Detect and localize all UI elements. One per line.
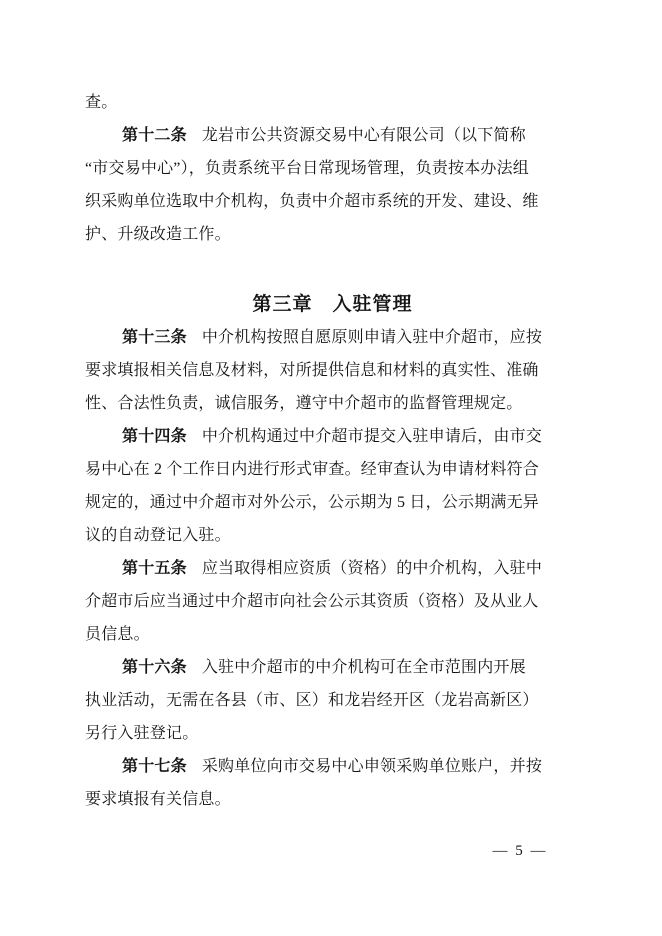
body-line [85,86,540,119]
body-line [85,486,540,519]
body-line [85,750,543,783]
body-line [85,585,540,618]
line-text: 龙岩市公共资源交易中心有限公司（以下简称 [201,127,526,144]
line-text: 性、合法性负责，诚信服务，遵守中介超市的监督管理规定。 [85,395,523,412]
body-line [85,453,540,486]
article-number: 第十二条 [122,127,187,144]
line-text: 查。 [85,94,118,111]
line-text: 入驻中介超市的中介机构可在全市范围内开展 [201,659,526,676]
line-text: 员信息。 [85,626,150,643]
article-number: 第十七条 [122,758,187,775]
body-line [85,420,543,453]
line-text: 中介机构按照自愿原则申请入驻中介超市，应按 [201,329,543,346]
line-text: 应当取得相应资质（资格）的中介机构，入驻中 [201,560,543,577]
body-line [85,152,540,185]
line-text: 要求填报有关信息。 [85,791,231,808]
line-text: 规定的，通过中介超市对外公示，公示期为 5 日，公示期满无异 [85,494,540,511]
body-line [85,185,540,218]
line-text: 易中心在 2 个工作日内进行形式审查。经审查认为申请材料符合 [85,461,540,478]
line-text: 介超市后应当通过中介超市向社会公示其资质（资格）及从业人 [85,593,539,610]
document-text-block [85,86,543,816]
body-line [85,684,540,717]
body-line [85,387,540,420]
body-line [85,717,540,750]
line-text: 中介机构通过中介超市提交入驻申请后，由市交 [201,428,543,445]
line-text: 另行入驻登记。 [85,725,199,742]
chapter-heading: 第三章 入驻管理 [252,294,413,315]
body-line [85,618,540,651]
body-line [85,119,540,152]
body-line [85,354,540,387]
article-number: 第十六条 [122,659,187,676]
line-text: 要求填报相关信息及材料，对所提供信息和材料的真实性、准确 [85,362,539,379]
body-line [85,218,540,251]
body-line [85,519,540,552]
line-text: “市交易中心”），负责系统平台日常现场管理，负责按本办法组 [85,160,530,177]
line-text: 采购单位向市交易中心申领采购单位账户，并按 [201,758,543,775]
page-number: — 5 — [492,843,548,859]
article-number: 第十三条 [122,329,187,346]
article-number: 第十五条 [122,560,187,577]
line-text: 议的自动登记入驻。 [85,527,231,544]
article-number: 第十四条 [122,428,187,445]
line-text: 织采购单位选取中介机构，负责中介超市系统的开发、建设、维 [85,193,539,210]
body-line [85,321,543,354]
line-text: 执业活动，无需在各县（市、区）和龙岩经开区（龙岩高新区） [85,692,539,709]
body-line [85,783,540,816]
body-line [85,651,540,684]
body-line [85,552,543,585]
line-text: 护、升级改造工作。 [85,226,231,243]
